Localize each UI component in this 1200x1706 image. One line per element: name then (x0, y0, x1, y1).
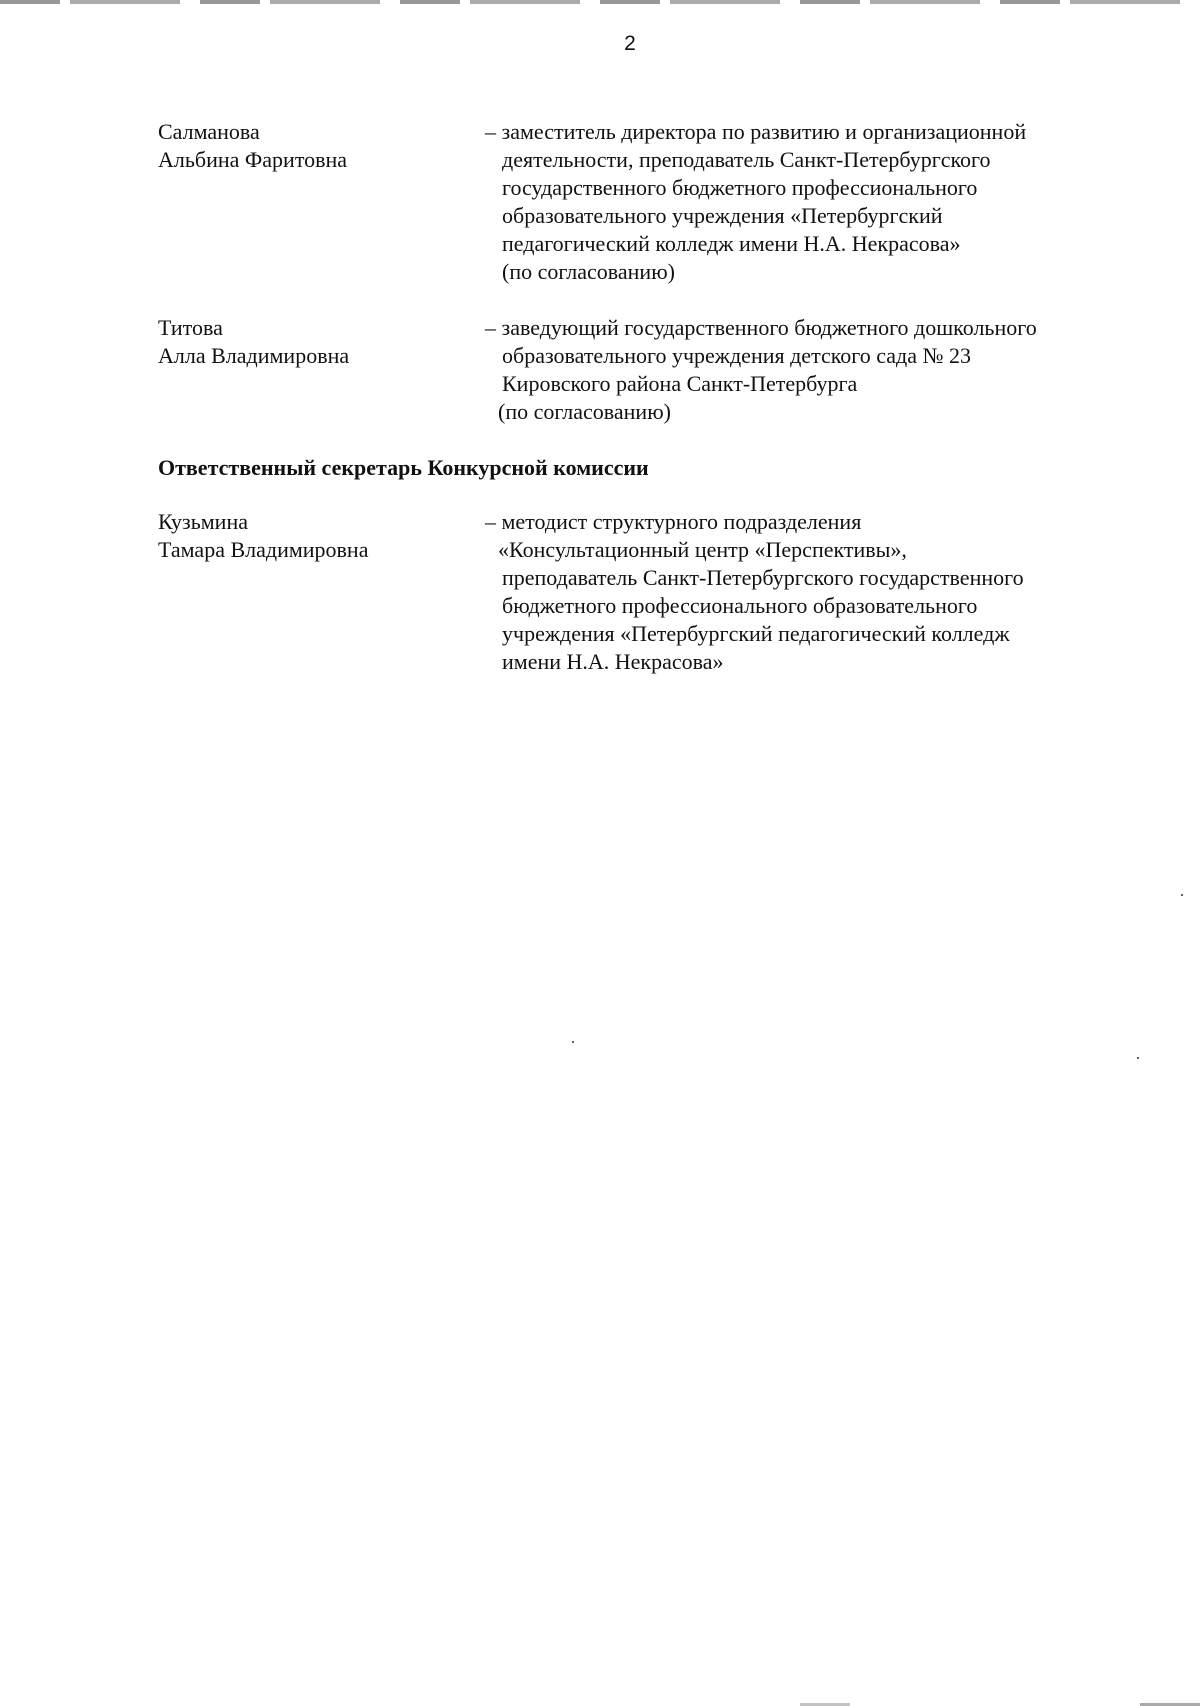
member-surname: Салманова (158, 119, 260, 144)
scan-speck (572, 1041, 574, 1043)
description-line: учреждения «Петербургский педагогический колледж (502, 621, 1010, 646)
description-line: педагогический колледж имени Н.А. Некрасова» (502, 231, 961, 256)
description-line: (по согласованию) (502, 259, 675, 284)
scan-top-edge (0, 0, 1200, 4)
description-line: Кировского района Санкт-Петербурга (502, 371, 858, 396)
member-name (158, 508, 478, 564)
description-line: образовательного учреждения детского сада № 23 (502, 343, 972, 368)
scan-speck (1181, 894, 1183, 896)
description-line: преподаватель Санкт-Петербургского государственного (502, 565, 1024, 590)
description-line: – заведующий государственного бюджетного дошкольного (485, 315, 1037, 340)
description-line: образовательного учреждения «Петербургский (502, 203, 943, 228)
member-given-names: Альбина Фаритовна (158, 147, 348, 172)
description-line: – методист структурного подразделения (485, 509, 862, 534)
member-entry-salmanova (158, 118, 1108, 288)
description-line: – заместитель директора по развитию и организационной (485, 119, 1027, 144)
member-surname: Титова (158, 315, 223, 340)
member-entry-titova (158, 314, 1108, 434)
description-line: деятельности, преподаватель Санкт-Петербургского (502, 147, 991, 172)
scan-speck (1137, 1057, 1139, 1059)
description-line: государственного бюджетного профессионального (502, 175, 978, 200)
member-name (158, 314, 478, 370)
description-line: (по согласованию) (498, 399, 671, 424)
description-line: бюджетного профессионального образовательного (502, 593, 978, 618)
page-number: 2 (624, 32, 636, 55)
member-description (485, 118, 1105, 286)
member-name (158, 118, 478, 174)
member-surname: Кузьмина (158, 509, 248, 534)
description-line: «Консультационный центр «Перспективы», (498, 537, 907, 562)
secretary-heading: Ответственный секретарь Конкурсной комиссии (158, 455, 649, 480)
secretary-entry-kuzmina (158, 508, 1108, 678)
member-description (485, 314, 1105, 426)
description-line: имени Н.А. Некрасова» (502, 649, 724, 674)
member-given-names: Тамара Владимировна (158, 537, 369, 562)
member-description (485, 508, 1105, 676)
member-given-names: Алла Владимировна (158, 343, 350, 368)
